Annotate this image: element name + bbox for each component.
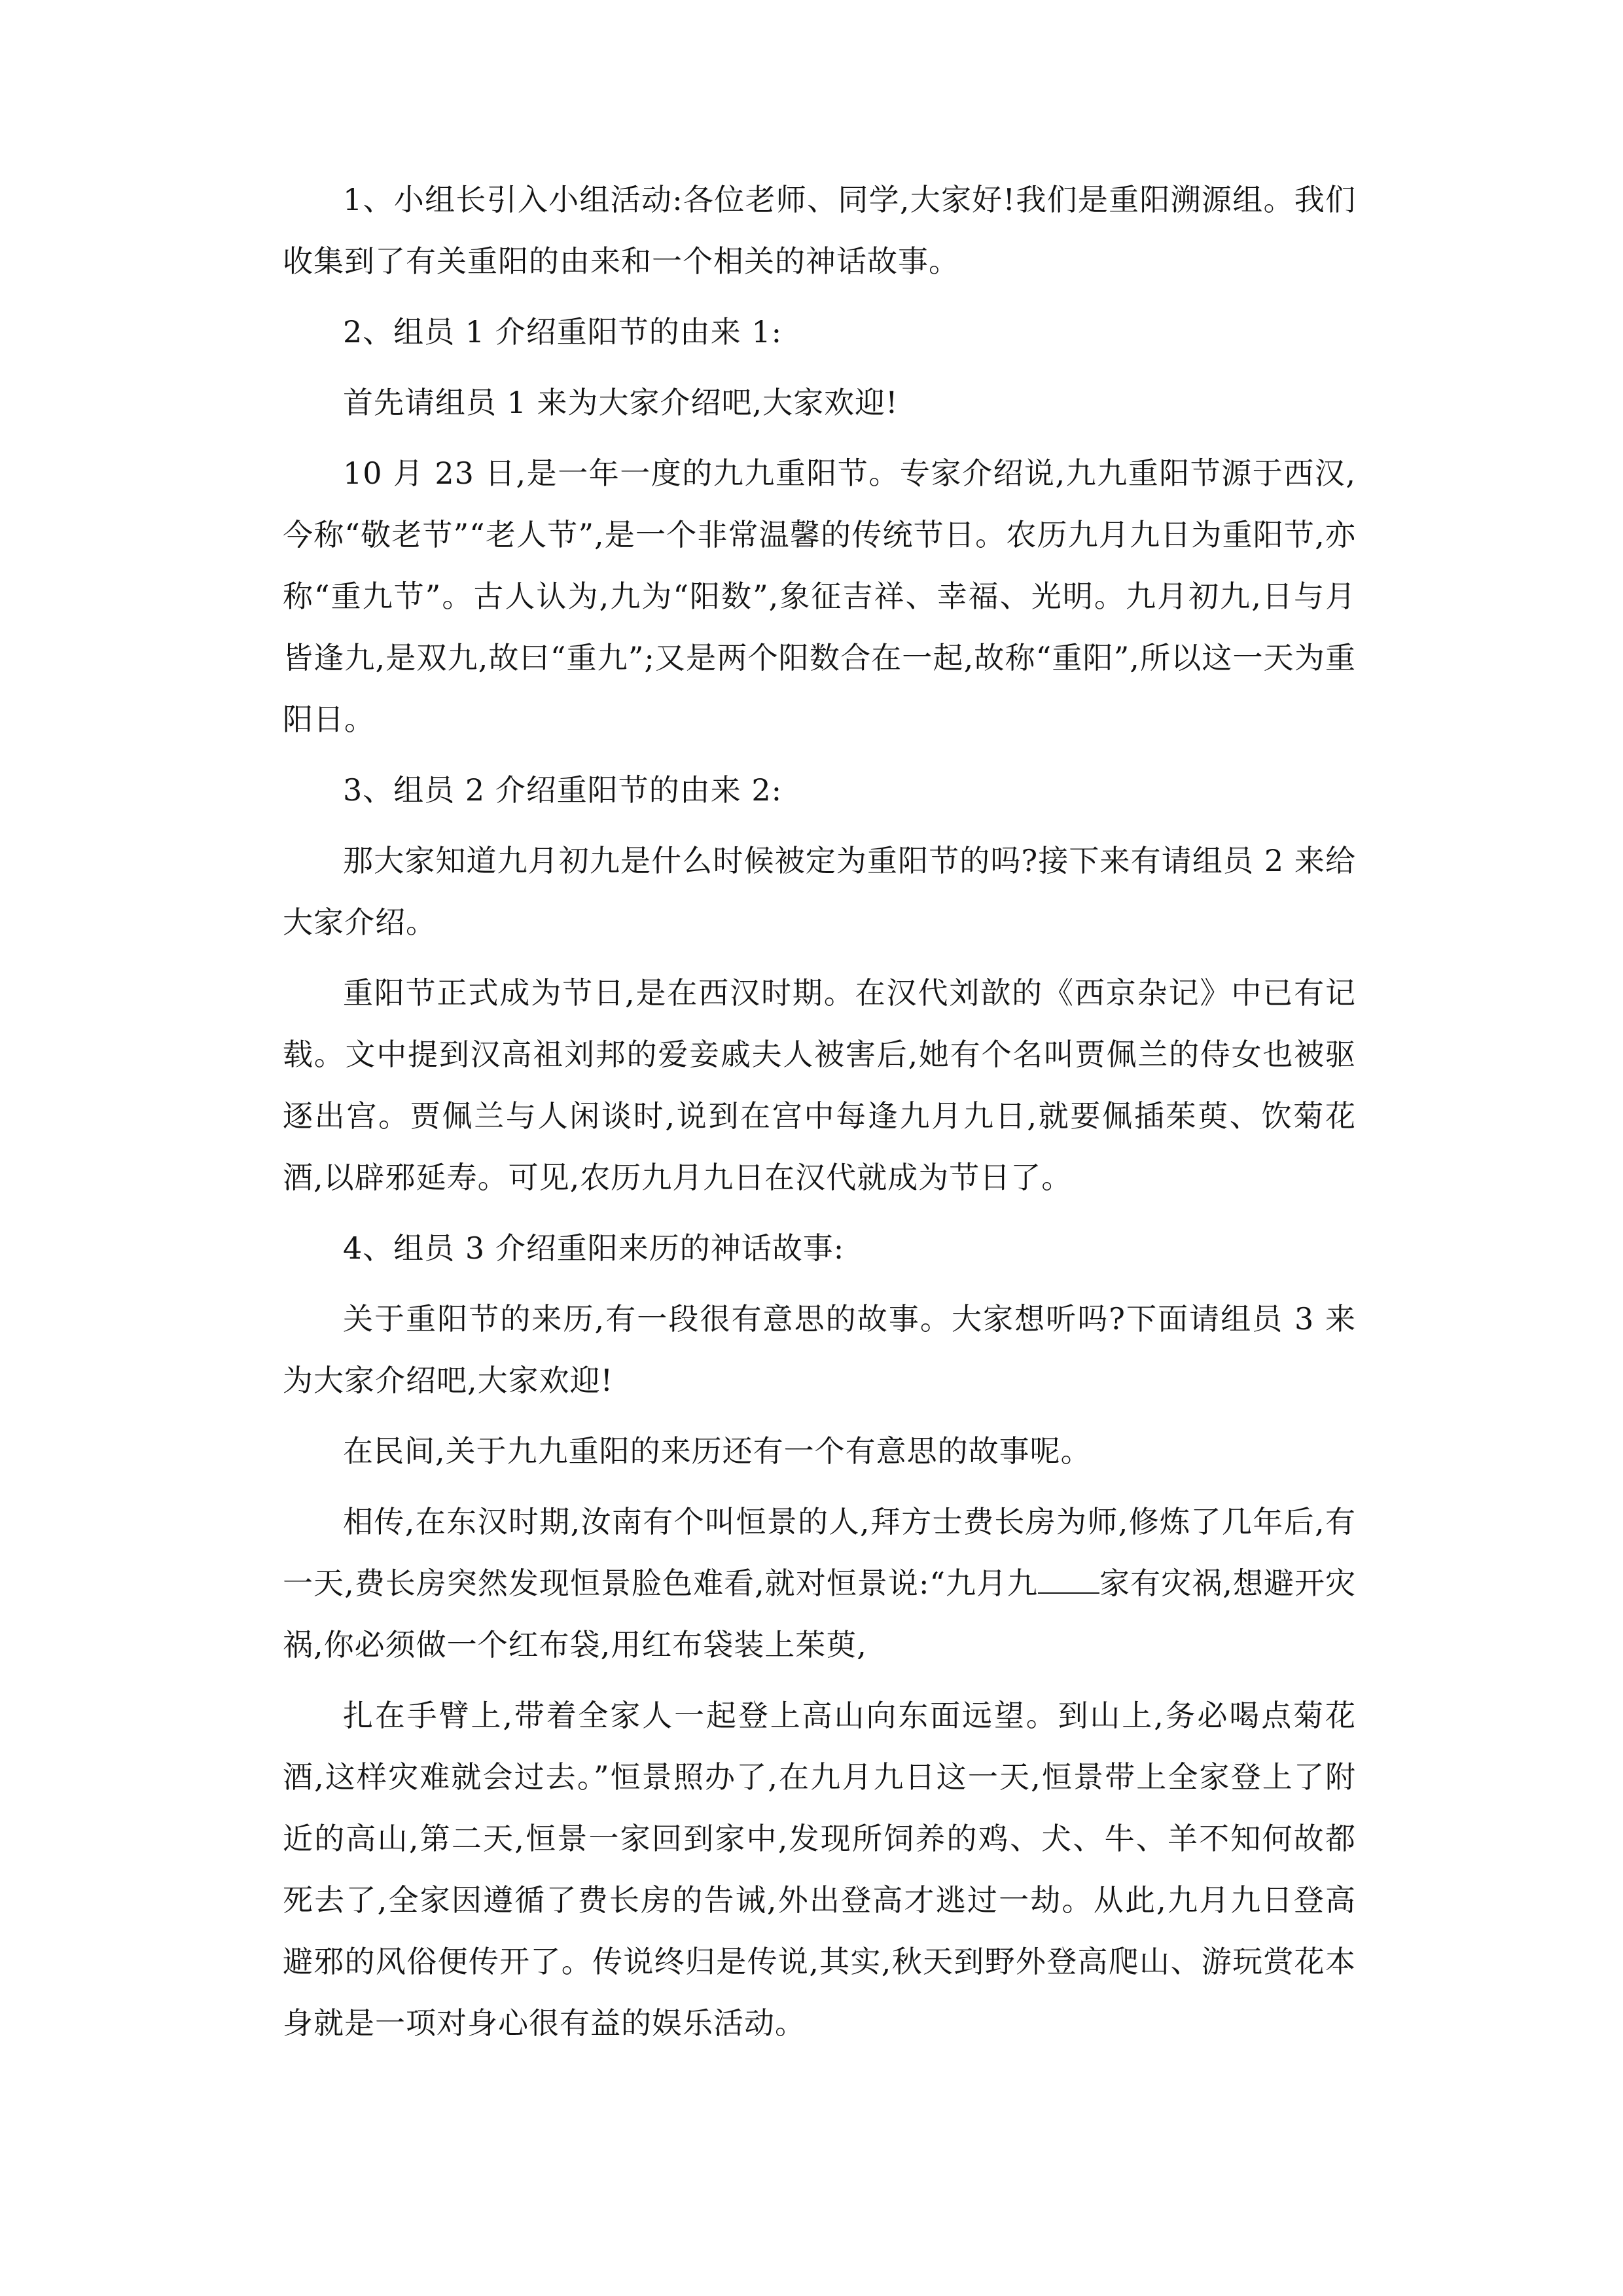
paragraph-member2-intro: 那大家知道九月初九是什么时候被定为重阳节的吗?接下来有请组员 2 来给大家介绍。 bbox=[283, 843, 1356, 940]
paragraph-member1-intro: 首先请组员 1 来为大家介绍吧,大家欢迎! bbox=[343, 385, 899, 420]
paragraph-member3-intro: 关于重阳节的来历,有一段很有意思的故事。大家想听吗?下面请组员 3 来为大家介绍吧,大家欢迎! bbox=[283, 1301, 1356, 1398]
paragraph-folk-intro: 在民间,关于九九重阳的来历还有一个有意思的故事呢。 bbox=[343, 1433, 1092, 1469]
legend-text-after-blank: 家有灾祸,想避开灾祸,你必须做一个红布袋,用红布袋装上茱萸, bbox=[283, 1566, 1357, 1662]
paragraph-origin-1: 10 月 23 日,是一年一度的九九重阳节。专家介绍说,九九重阳节源于西汉,今称“敬老节”“老人节”,是一个非常温馨的传统节日。农历九月九日为重阳节,亦称“重九节”。古人认为,九为“阳数”,象征吉祥、幸福、光明。九月初九,日与月皆逢九,是双九,故曰“重九”;又是两个阳数合在一起,故称“重阳”,所以这一天为重阳日。 bbox=[283, 456, 1356, 737]
fill-in-blank bbox=[1038, 1566, 1099, 1594]
paragraph-legend-start bbox=[283, 1491, 1356, 1676]
paragraph-origin-2: 重阳节正式成为节日,是在西汉时期。在汉代刘歆的《西京杂记》中已有记载。文中提到汉高祖刘邦的爱妾戚夫人被害后,她有个名叫贾佩兰的侍女也被驱逐出宫。贾佩兰与人闲谈时,说到在宫中每逢九月九日,就要佩插茱萸、饮菊花酒,以辟邪延寿。可见,农历九月九日在汉代就成为节日了。 bbox=[283, 975, 1356, 1195]
document-body bbox=[283, 169, 1356, 2063]
paragraph-legend-end: 扎在手臂上,带着全家人一起登上高山向东面远望。到山上,务必喝点菊花酒,这样灾难就会过去。”恒景照办了,在九月九日这一天,恒景带上全家登上了附近的高山,第二天,恒景一家回到家中,发现所饲养的鸡、犬、牛、羊不知何故都死去了,全家因遵循了费长房的告诫,外出登高才逃过一劫。从此,九月九日登高避邪的风俗便传开了。传说终归是传说,其实,秋天到野外登高爬山、游玩赏花本身就是一项对身心很有益的娱乐活动。 bbox=[283, 1698, 1356, 2041]
section-heading-4: 4、组员 3 介绍重阳来历的神话故事: bbox=[343, 1230, 845, 1266]
section-heading-2: 2、组员 1 介绍重阳节的由来 1: bbox=[343, 314, 783, 350]
legend-text-before-blank: 相传,在东汉时期,汝南有个叫恒景的人,拜方士费长房为师,修炼了几年后,有一天,费长房突然发现恒景脸色难看,就对恒景说:“九月九 bbox=[283, 1504, 1356, 1601]
section-heading-3: 3、组员 2 介绍重阳节的由来 2: bbox=[343, 772, 783, 808]
paragraph-intro: 1、小组长引入小组活动:各位老师、同学,大家好!我们是重阳溯源组。我们收集到了有关重阳的由来和一个相关的神话故事。 bbox=[283, 182, 1356, 279]
